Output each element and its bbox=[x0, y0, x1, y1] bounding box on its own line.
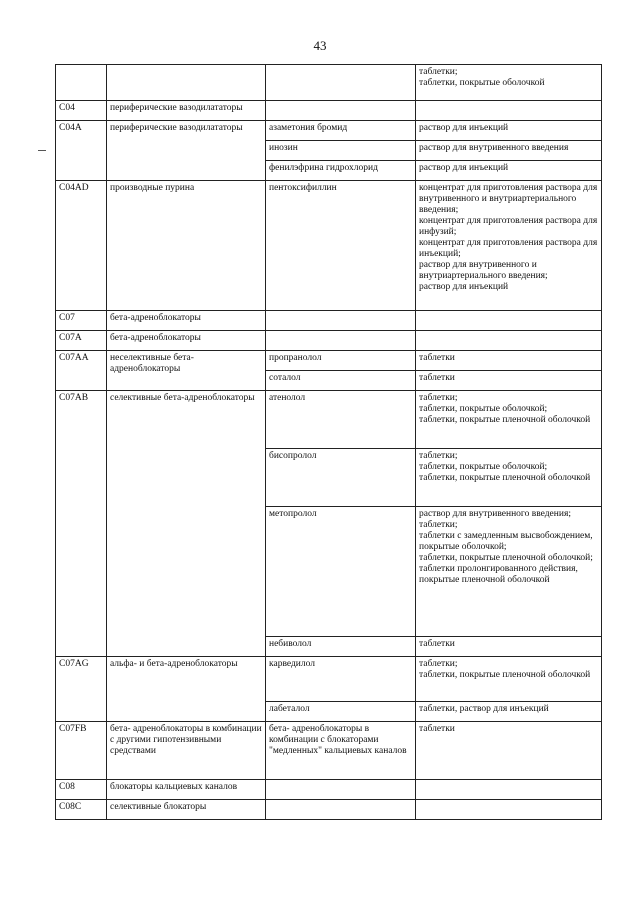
dosage-form: раствор для внутривенного введения; bbox=[419, 509, 571, 519]
dosage-form: таблетки с замедленным высвобождением, покрытые оболочкой; bbox=[419, 531, 593, 552]
dosage-form: таблетки; bbox=[419, 520, 458, 530]
dosage-form: раствор для инъекций bbox=[419, 163, 509, 173]
group-name-cell: периферические вазодилататоры bbox=[107, 121, 266, 181]
dosage-form: таблетки bbox=[419, 639, 455, 649]
dosage-form: таблетки, покрытые пленочной оболочкой bbox=[419, 670, 591, 680]
dosage-form: таблетки пролонгированного действия, покрытые пленочной оболочкой bbox=[419, 564, 578, 585]
drug-name-cell bbox=[266, 311, 416, 331]
dosage-form: раствор для инъекций bbox=[419, 123, 509, 133]
dosage-forms-cell bbox=[416, 371, 602, 391]
dosage-form: таблетки, раствор для инъекций bbox=[419, 704, 549, 714]
drug-name-cell: бета- адреноблокаторы в комбинации с блокаторами "медленных" кальциевых каналов bbox=[266, 722, 416, 780]
dosage-forms-cell bbox=[416, 657, 602, 702]
group-name-cell: бета- адреноблокаторы в комбинации с другими гипотензивными средствами bbox=[107, 722, 266, 780]
group-name-cell: селективные бета-адреноблокаторы bbox=[107, 391, 266, 657]
group-name-cell: неселективные бета-адреноблокаторы bbox=[107, 351, 266, 391]
atc-code-cell: C07A bbox=[56, 331, 107, 351]
drug-name-cell: пентоксифиллин bbox=[266, 181, 416, 311]
dosage-forms-cell bbox=[416, 101, 602, 121]
dosage-forms-cell bbox=[416, 507, 602, 637]
atc-code-cell: C04AD bbox=[56, 181, 107, 311]
table-row bbox=[56, 331, 602, 351]
table-row bbox=[56, 351, 602, 371]
dosage-form: таблетки bbox=[419, 724, 455, 734]
table-row bbox=[56, 657, 602, 702]
dosage-form: концентрат для приготовления раствора для инфузий; bbox=[419, 216, 598, 237]
dosage-form: концентрат для приготовления раствора для инъекций; bbox=[419, 238, 598, 259]
dosage-forms-cell bbox=[416, 800, 602, 820]
drug-name-cell: фенилэфрина гидрохлорид bbox=[266, 161, 416, 181]
drug-name-cell: соталол bbox=[266, 371, 416, 391]
drug-name-cell: атенолол bbox=[266, 391, 416, 449]
dosage-form: таблетки, покрытые пленочной оболочкой; bbox=[419, 553, 593, 563]
drug-name-cell bbox=[266, 101, 416, 121]
drug-name-cell: пропранолол bbox=[266, 351, 416, 371]
atc-code-cell: C08 bbox=[56, 780, 107, 800]
table-row bbox=[56, 722, 602, 780]
table-row bbox=[56, 181, 602, 311]
dosage-forms-cell bbox=[416, 351, 602, 371]
drug-name-cell: карведилол bbox=[266, 657, 416, 702]
dosage-form: концентрат для приготовления раствора для внутривенного и внутриартериального введения; bbox=[419, 183, 598, 215]
margin-mark bbox=[38, 150, 46, 151]
dosage-forms-cell bbox=[416, 391, 602, 449]
dosage-form: таблетки bbox=[419, 353, 455, 363]
dosage-form: раствор для внутривенного и внутриартериального введения; bbox=[419, 260, 548, 281]
table-row bbox=[56, 101, 602, 121]
dosage-forms-cell bbox=[416, 141, 602, 161]
drug-name-cell bbox=[266, 331, 416, 351]
dosage-forms-cell bbox=[416, 722, 602, 780]
page-number: 43 bbox=[313, 38, 327, 53]
group-name-cell: периферические вазодилататоры bbox=[107, 101, 266, 121]
group-name-cell: селективные блокаторы bbox=[107, 800, 266, 820]
dosage-form: раствор для внутривенного введения bbox=[419, 143, 569, 153]
dosage-form: таблетки, покрытые оболочкой; bbox=[419, 462, 548, 472]
dosage-form: таблетки; bbox=[419, 659, 458, 669]
table-row bbox=[56, 311, 602, 331]
table-row bbox=[56, 65, 602, 101]
group-name-cell bbox=[107, 65, 266, 101]
drug-name-cell: лабеталол bbox=[266, 702, 416, 722]
table-row bbox=[56, 391, 602, 449]
atc-code-cell: C07AB bbox=[56, 391, 107, 657]
drug-name-cell: инозин bbox=[266, 141, 416, 161]
dosage-forms-cell bbox=[416, 780, 602, 800]
dosage-form: таблетки, покрытые оболочкой; bbox=[419, 404, 548, 414]
dosage-form: таблетки, покрытые оболочкой bbox=[419, 78, 545, 88]
table-row bbox=[56, 121, 602, 141]
dosage-form: таблетки; bbox=[419, 451, 458, 461]
group-name-cell: бета-адреноблокаторы bbox=[107, 311, 266, 331]
atc-code-cell bbox=[56, 65, 107, 101]
dosage-forms-cell bbox=[416, 161, 602, 181]
group-name-cell: производные пурина bbox=[107, 181, 266, 311]
dosage-forms-cell bbox=[416, 331, 602, 351]
drug-name-cell bbox=[266, 780, 416, 800]
group-name-cell: бета-адреноблокаторы bbox=[107, 331, 266, 351]
atc-code-cell: C04A bbox=[56, 121, 107, 181]
dosage-forms-cell bbox=[416, 121, 602, 141]
dosage-form: таблетки, покрытые пленочной оболочкой bbox=[419, 473, 591, 483]
table-row bbox=[56, 800, 602, 820]
drug-name-cell: бисопролол bbox=[266, 449, 416, 507]
drug-name-cell: небиволол bbox=[266, 637, 416, 657]
dosage-form: таблетки; bbox=[419, 393, 458, 403]
group-name-cell: блокаторы кальциевых каналов bbox=[107, 780, 266, 800]
atc-code-cell: C08C bbox=[56, 800, 107, 820]
dosage-forms-cell bbox=[416, 702, 602, 722]
dosage-forms-cell bbox=[416, 181, 602, 311]
drug-table bbox=[55, 64, 602, 820]
atc-code-cell: C07AA bbox=[56, 351, 107, 391]
dosage-form: таблетки, покрытые пленочной оболочкой bbox=[419, 415, 591, 425]
dosage-forms-cell bbox=[416, 637, 602, 657]
dosage-forms-cell bbox=[416, 65, 602, 101]
atc-code-cell: C07FB bbox=[56, 722, 107, 780]
drug-name-cell bbox=[266, 800, 416, 820]
dosage-form: раствор для инъекций bbox=[419, 282, 509, 292]
group-name-cell: альфа- и бета-адреноблокаторы bbox=[107, 657, 266, 722]
drug-name-cell bbox=[266, 65, 416, 101]
drug-name-cell: метопролол bbox=[266, 507, 416, 637]
dosage-forms-cell bbox=[416, 449, 602, 507]
atc-code-cell: C07 bbox=[56, 311, 107, 331]
drug-name-cell: азаметония бромид bbox=[266, 121, 416, 141]
table-row bbox=[56, 780, 602, 800]
dosage-form: таблетки bbox=[419, 373, 455, 383]
dosage-form: таблетки; bbox=[419, 67, 458, 77]
dosage-forms-cell bbox=[416, 311, 602, 331]
atc-code-cell: C07AG bbox=[56, 657, 107, 722]
atc-code-cell: C04 bbox=[56, 101, 107, 121]
